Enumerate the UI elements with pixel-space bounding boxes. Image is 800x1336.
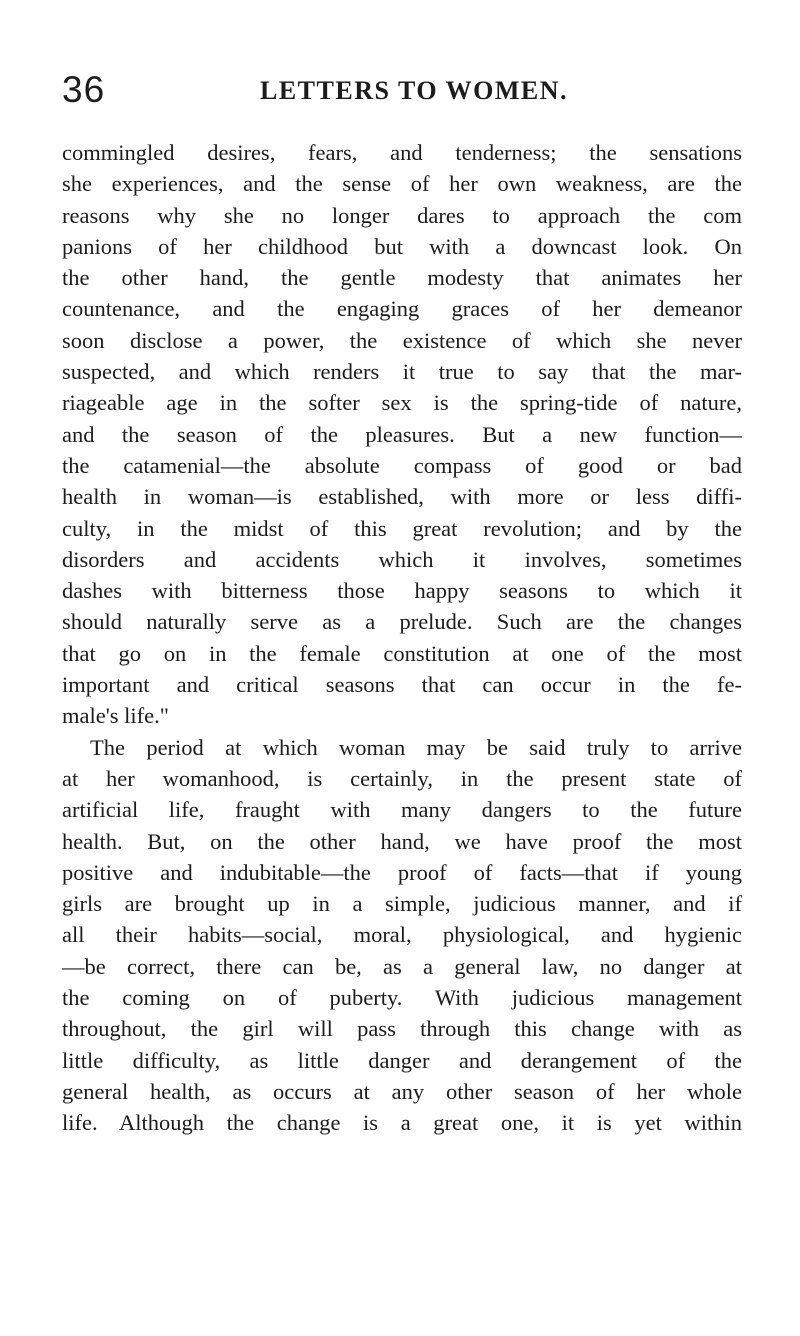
text-line: health. But, on the other hand, we have proof the most [62,828,742,854]
text-line: health in woman—is established, with more or less diffi- [62,484,742,510]
text-line: disorders and accidents which it involves, sometimes [62,546,742,572]
paragraph-end-line: male's life." [62,703,169,729]
text-line: general health, as occurs at any other season of her whole [62,1078,742,1104]
text-line: positive and indubitable—the proof of facts—that if young [62,859,742,885]
text-line: reasons why she no longer dares to approach the com [62,202,742,228]
text-line: culty, in the midst of this great revolution; and by the [62,515,742,541]
text-line: important and critical seasons that can occur in the fe- [62,672,742,698]
text-line: girls are brought up in a simple, judicious manner, and if [62,891,742,917]
text-line: the other hand, the gentle modesty that animates her [62,265,742,291]
text-line: and the season of the pleasures. But a new function— [62,421,742,447]
text-line: at her womanhood, is certainly, in the present state of [62,765,742,791]
text-line: little difficulty, as little danger and derangement of the [62,1047,742,1073]
page-number: 36 [62,69,106,110]
text-line: life. Although the change is a great one, it is yet within [62,1110,742,1136]
text-line: commingled desires, fears, and tenderness; the sensations [62,140,742,165]
text-line: she experiences, and the sense of her own weakness, are the [62,171,742,197]
body-text [62,137,742,1139]
text-line: —be correct, there can be, as a general law, no danger at [62,953,742,979]
text-line: dashes with bitterness those happy seasons to which it [62,578,742,604]
paragraph-start-line: The period at which woman may be said truly to arrive [90,734,742,760]
text-line: the catamenial—the absolute compass of good or bad [62,452,742,478]
running-title: LETTERS TO WOMEN. [260,76,568,105]
text-line: throughout, the girl will pass through this change with as [62,1016,742,1042]
text-line: countenance, and the engaging graces of her demeanor [62,296,742,322]
text-line: the coming on of puberty. With judicious management [62,985,742,1011]
text-line: artificial life, fraught with many dangers to the future [62,797,742,823]
text-line: soon disclose a power, the existence of which she never [62,327,742,353]
text-line: panions of her childhood but with a downcast look. On [62,233,742,259]
text-line: all their habits—social, moral, physiological, and hygienic [62,922,742,948]
running-head [62,70,742,110]
text-line: that go on in the female constitution at one of the most [62,640,742,666]
text-line: riageable age in the softer sex is the spring-tide of nature, [62,390,742,416]
text-line: suspected, and which renders it true to say that the mar- [62,359,742,385]
text-line: should naturally serve as a prelude. Such are the changes [62,609,742,635]
